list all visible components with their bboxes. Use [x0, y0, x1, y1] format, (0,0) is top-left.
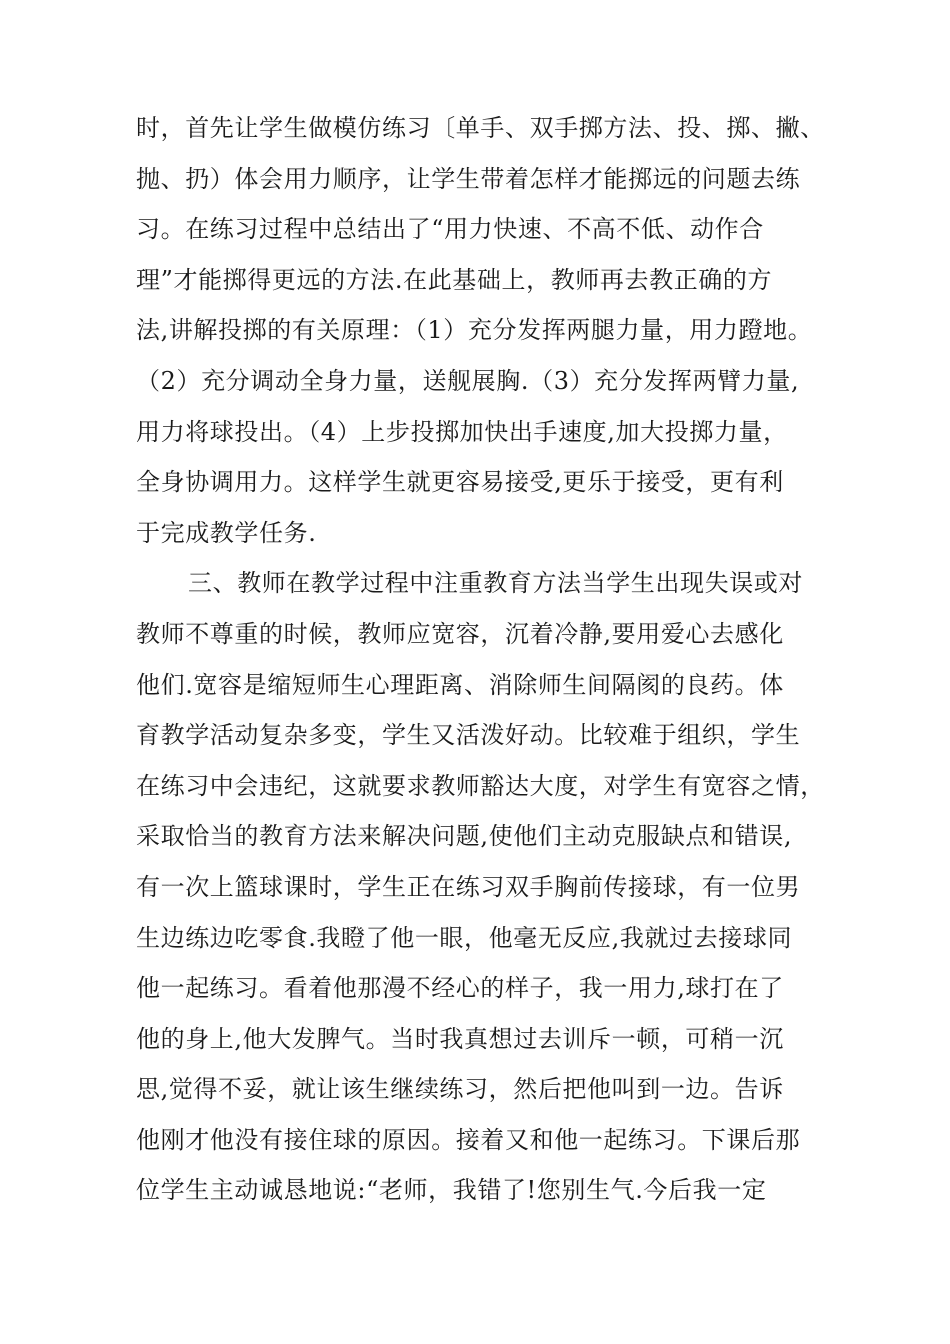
text-line-18: 他一起练习。看着他那漫不经心的样子，我一用力,球打在了: [136, 974, 784, 1003]
text-line-3: 习。在练习过程中总结出了“用力快速、不高不低、动作合: [136, 215, 764, 244]
text-line-11: 教师不尊重的时候，教师应宽容，沉着冷静,要用爱心去感化: [136, 619, 784, 648]
text-line-6: （2）充分调动全身力量，送舰展胸.（3）充分发挥两臂力量,: [136, 366, 800, 395]
text-line-14: 在练习中会违纪，这就要求教师豁达大度，对学生有宽容之情，: [136, 771, 825, 800]
text-line-1: 时，首先让学生做模仿练习〔单手、双手掷方法、投、掷、撇、: [136, 114, 825, 142]
body-text: [136, 103, 856, 1216]
text-line-22: 位学生主动诚恳地说:“老师，我错了!您别生气.今后我一定: [136, 1176, 767, 1205]
text-line-15: 采取恰当的教育方法来解决问题,使他们主动克服缺点和错误,: [136, 822, 793, 851]
text-line-8: 全身协调用力。这样学生就更容易接受,更乐于接受，更有利: [136, 468, 784, 497]
text-line-12: 他们.宽容是缩短师生心理距离、消除师生间隔阂的良药。体: [136, 670, 784, 699]
text-line-9: 于完成教学任务.: [136, 518, 317, 547]
text-line-5: 法,讲解投掷的有关原理：（1）充分发挥两腿力量，用力蹬地。: [136, 316, 813, 345]
text-line-19: 他的身上,他大发脾气。当时我真想过去训斥一顿，可稍一沉: [136, 1024, 784, 1053]
text-line-2: 抛、扔）体会用力顺序，让学生带着怎样才能掷远的问题去练: [136, 164, 801, 193]
text-line-7: 用力将球投出。（4）上步投掷加快出手速度,加大投掷力量，: [136, 417, 788, 446]
text-line-4: 理”才能掷得更远的方法.在此基础上，教师再去教正确的方: [136, 265, 773, 294]
text-line-17: 生边练边吃零食.我瞪了他一眼，他毫无反应,我就过去接球同: [136, 923, 793, 952]
text-line-20: 思,觉得不妥，就让该生继续练习，然后把他叫到一边。告诉: [136, 1075, 784, 1104]
text-line-16: 有一次上篮球课时，学生正在练习双手胸前传接球，有一位男: [136, 872, 801, 901]
section-three-first-line: 三、教师在教学过程中注重教育方法当学生出现失误或对: [188, 569, 803, 598]
text-line-21: 他刚才他没有接住球的原因。接着又和他一起练习。下课后那: [136, 1125, 801, 1154]
text-line-13: 育教学活动复杂多变，学生又活泼好动。比较难于组织，学生: [136, 721, 801, 750]
